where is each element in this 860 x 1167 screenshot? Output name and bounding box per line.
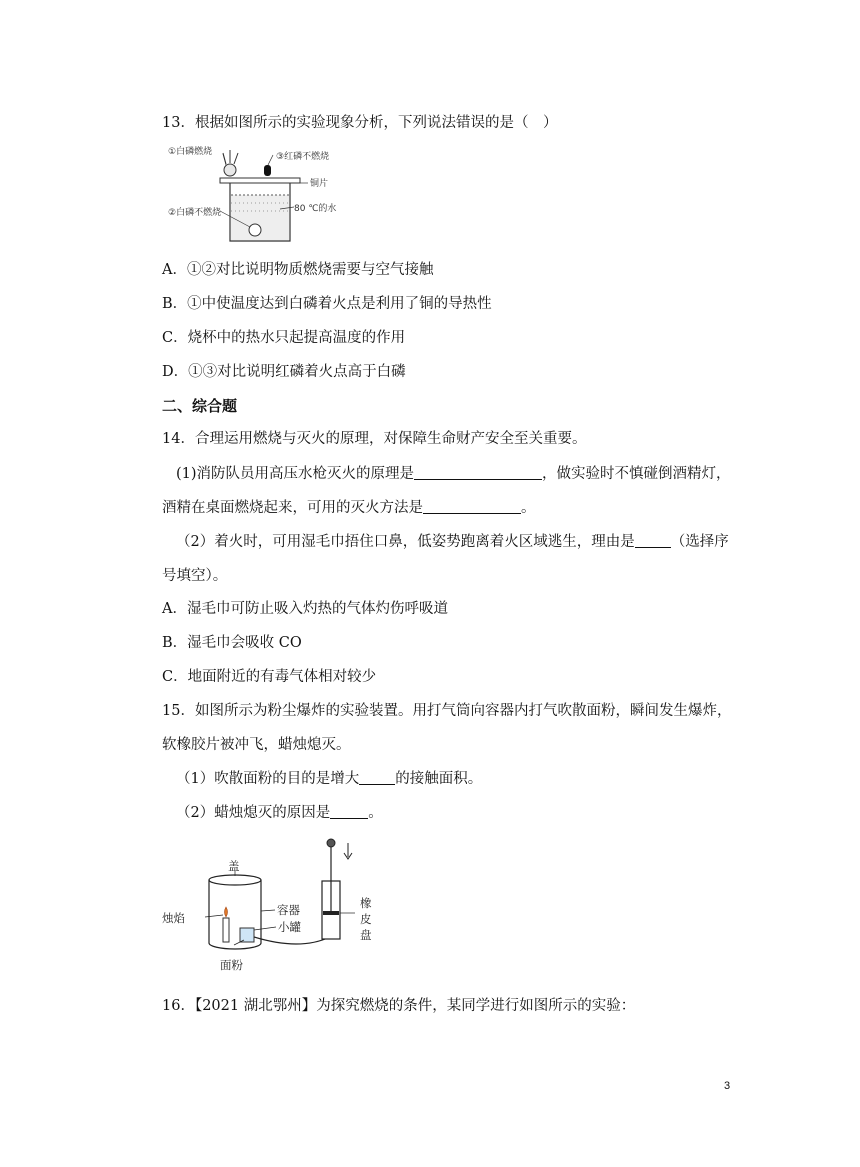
q14-stem: 14．合理运用燃烧与灭火的原理，对保障生命财产安全至关重要。 — [162, 431, 587, 447]
fig15-label-rubber-2: 皮 — [360, 912, 372, 926]
rubber-disc — [323, 911, 339, 915]
candle-flame-icon — [225, 907, 228, 917]
small-can — [240, 928, 254, 942]
q14-part2-line1: （2）着火时，可用湿毛巾捂住口鼻，低姿势跑离着火区域逃生，理由是 （选择序 — [176, 534, 729, 550]
q14-option-b: B．湿毛巾会吸收 CO — [162, 635, 302, 651]
q14-option-a: A．湿毛巾可防止吸入灼热的气体灼伤呼吸道 — [162, 601, 448, 617]
q13-option-d: D．①③对比说明红磷着火点高于白磷 — [162, 364, 406, 380]
q13-stem: 13．根据如图所示的实验现象分析，下列说法错误的是（ ） — [162, 115, 558, 131]
answer-blank[interactable] — [359, 770, 395, 785]
fig15-label-flour: 面粉 — [220, 958, 243, 972]
q14-part1-line2: 酒精在桌面燃烧起来，可用的灭火方法是 。 — [162, 500, 536, 516]
q13-option-b: B．①中使温度达到白磷着火点是利用了铜的导热性 — [162, 296, 492, 312]
fig13-label-3: ③红磷不燃烧 — [276, 152, 330, 162]
copper-plate — [220, 178, 300, 183]
q13-option-a: A．①②对比说明物质燃烧需要与空气接触 — [162, 262, 434, 278]
fig15-label-container: 容器 — [277, 903, 300, 917]
q14-option-c: C．地面附近的有毒气体相对较少 — [162, 669, 377, 685]
q16-stem: 16．【2021 湖北鄂州】为探究燃烧的条件，某同学进行如图所示的实验： — [162, 998, 636, 1014]
q15-part1: （1）吹散面粉的目的是增大 的接触面积。 — [176, 771, 483, 787]
q15-stem-line2: 软橡胶片被冲飞，蜡烛熄灭。 — [162, 737, 351, 753]
fig13-label-2: ②白磷不燃烧 — [168, 208, 222, 218]
q13-combustion-figure — [168, 143, 358, 248]
answer-blank[interactable] — [330, 804, 368, 819]
answer-blank[interactable] — [635, 533, 671, 548]
container-lid — [209, 875, 261, 885]
fig13-label-water: 80 ℃的水 — [294, 204, 337, 214]
q14-part2-line2: 号填空）。 — [162, 568, 228, 584]
section-heading: 二、综合题 — [162, 397, 238, 415]
fig13-label-copper: 铜片 — [310, 179, 329, 189]
page-number: 3 — [724, 1080, 731, 1092]
q13-option-c: C．烧杯中的热水只起提高温度的作用 — [162, 330, 406, 346]
container — [209, 943, 261, 949]
fig13-label-1: ①白磷燃烧 — [168, 147, 213, 157]
q15-part2: （2）蜡烛熄灭的原因是 。 — [176, 805, 383, 821]
fig15-label-rubber-3: 盘 — [360, 928, 372, 942]
fig15-label-flame: 烛焰 — [162, 911, 185, 925]
air-tube — [254, 937, 330, 944]
red-phosphorus — [264, 165, 271, 176]
q15-dust-explosion-figure — [160, 833, 390, 978]
pump-handle — [327, 839, 335, 847]
white-phosphorus-underwater — [249, 224, 261, 236]
white-phosphorus-burning — [224, 164, 236, 176]
q15-stem-line1: 15．如图所示为粉尘爆炸的实验装置。用打气筒向容器内打气吹散面粉，瞬间发生爆炸， — [162, 703, 732, 719]
candle — [223, 918, 229, 942]
answer-blank[interactable] — [414, 465, 542, 480]
fig15-label-lid: 盖 — [228, 859, 240, 873]
q14-part1-line1: (1)消防队员用高压水枪灭火的原理是 ，做实验时不慎碰倒酒精灯， — [176, 466, 731, 482]
answer-blank[interactable] — [423, 499, 521, 514]
fig15-label-rubber-1: 橡 — [360, 896, 372, 910]
fig15-label-can: 小罐 — [278, 920, 301, 934]
